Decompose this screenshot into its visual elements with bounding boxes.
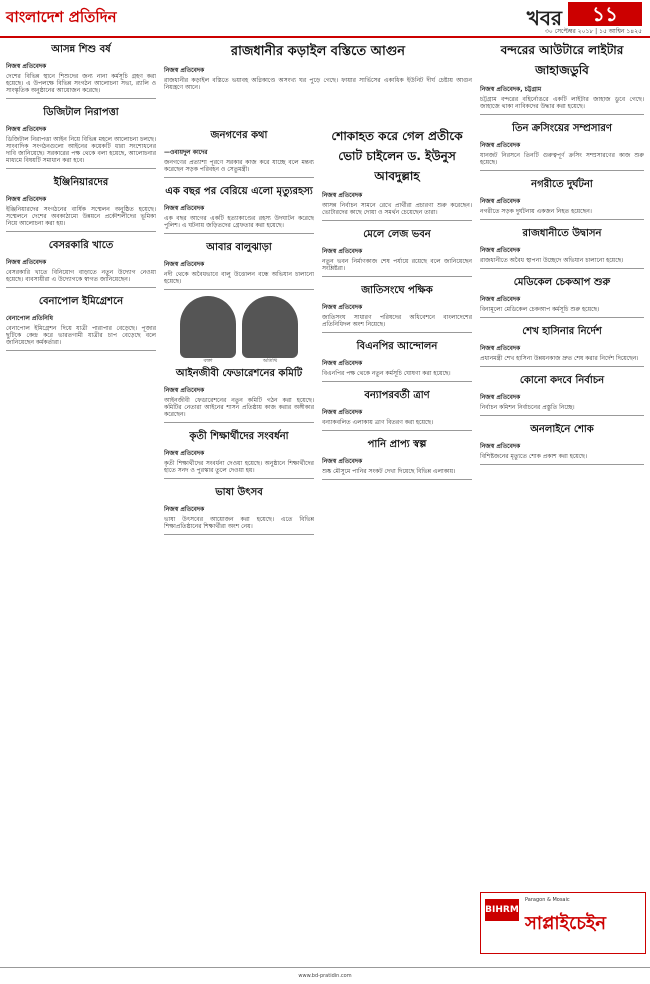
ad-logo: BIHRM: [485, 899, 519, 921]
article: [164, 240, 314, 290]
article-headline[interactable]: পানি প্রাপ্য স্বল্প: [367, 439, 427, 450]
dateline: ৩০ সেপ্টেম্বর ২০১৮ | ১৫ আশ্বিন ১৪২৫: [544, 28, 642, 35]
article-byline: নিজস্ব প্রতিবেদক: [6, 63, 47, 70]
page-number: ১১: [568, 2, 642, 26]
article: [480, 177, 644, 220]
divider: [480, 268, 644, 269]
article: [6, 294, 156, 351]
column-4: [480, 40, 644, 888]
article-body: কৃতী শিক্ষার্থীদের সংবর্ধনা দেওয়া হয়েছে। অনুষ্ঠানে শিক্ষার্থীদের হাতে সনদ ও পুরস্কার তুলে দেওয়া হয়।: [164, 460, 314, 474]
article-byline: নিজস্ব প্রতিবেদক: [480, 198, 521, 205]
article-body: নগরীতে সড়ক দুর্ঘটনায় একজন নিহত হয়েছেন।: [480, 208, 592, 215]
article: [480, 42, 644, 115]
article-body: প্রধানমন্ত্রী শেখ হাসিনা উন্নয়নকাজ দ্রুত শেষ করার নির্দেশ দিয়েছেন।: [480, 355, 639, 362]
divider: [480, 366, 644, 367]
article-body: বেনাপোল ইমিগ্রেশন দিয়ে যাত্রী পারাপার বেড়েছে। পূজার ছুটিকে কেন্দ্র করে ভারতগামী যাত্রীর চাপ বেড়েছে বলে জানিয়েছেন কর্মকর্তারা।: [6, 325, 156, 346]
article-body: এক বছর আগের একটি হত্যাকাণ্ডের রহস্য উদঘাটন করেছে পুলিশ। এ ঘটনায় জড়িতদের গ্রেফতার করা হয়েছে।: [164, 215, 314, 229]
article-headline[interactable]: বেনাপোল ইমিগ্রেশনে: [38, 296, 124, 307]
article-body: বিনামূল্যে মেডিকেল চেকআপ কর্মসূচি শুরু হয়েছে।: [480, 306, 600, 313]
article: [480, 121, 644, 171]
divider: [322, 430, 472, 431]
photo-caption: অতিথি: [262, 358, 278, 364]
article-body: শুষ্ক মৌসুমে পানির সংকট দেখা দিয়েছে বিভিন্ন এলাকায়।: [322, 468, 456, 475]
article: [164, 429, 314, 479]
article-byline: নিজস্ব প্রতিবেদক: [322, 248, 363, 255]
article-body: নতুন ভবন নির্মাণকাজ শেষ পর্যায়ে রয়েছে বলে জানিয়েছেন সংশ্লিষ্টরা।: [322, 258, 472, 272]
portrait-photo: [242, 296, 298, 358]
divider: [322, 276, 472, 277]
article: [322, 339, 472, 382]
divider: [322, 332, 472, 333]
article: [6, 175, 156, 232]
article-byline: নিজস্ব প্রতিবেদক: [480, 394, 521, 401]
article-headline[interactable]: জনগণের কথা: [210, 130, 268, 141]
article: [480, 373, 644, 416]
article-headline[interactable]: মেলে লেজ ভবন: [363, 229, 431, 240]
divider: [164, 233, 314, 234]
footer: www.bd-pratidin.com: [0, 967, 650, 984]
article-headline[interactable]: বিএনপির আন্দোলন: [356, 341, 438, 352]
article-body: রাজধানীতে অবৈধ স্থাপনা উচ্ছেদে অভিযান চালানো হয়েছে।: [480, 257, 624, 264]
divider: [322, 381, 472, 382]
article-byline: নিজস্ব প্রতিবেদক: [6, 126, 47, 133]
article-byline: নিজস্ব প্রতিবেদক: [480, 443, 521, 450]
article-headline[interactable]: আইনজীবী ফেডারেশনের কমিটি: [175, 368, 303, 379]
divider: [6, 168, 156, 169]
banner-byline: নিজস্ব প্রতিবেদক: [164, 67, 205, 74]
divider: [6, 98, 156, 99]
article-headline[interactable]: নগরীতে দুর্ঘটনা: [531, 179, 593, 190]
article-headline[interactable]: আবার বালুঝাড়া: [206, 242, 272, 253]
article-byline: —ওবায়দুল কাদের: [164, 149, 208, 156]
divider: [480, 464, 644, 465]
article: [164, 184, 314, 234]
article: [164, 366, 314, 423]
divider: [164, 177, 314, 178]
section-title: খবর: [526, 6, 562, 30]
article-body: যানজট নিরসনে তিনটি গুরুত্বপূর্ণ ক্রসিং সম্প্রসারণের কাজ শুরু হয়েছে।: [480, 152, 644, 166]
article-body: বিএনপির পক্ষ থেকে নতুন কর্মসূচি ঘোষণা করা হয়েছে।: [322, 370, 451, 377]
article-byline: নিজস্ব প্রতিবেদক: [322, 360, 363, 367]
article-body: ভাষা উৎসবের আয়োজন করা হয়েছে। এতে বিভিন্ন শিক্ষাপ্রতিষ্ঠানের শিক্ষার্থীরা অংশ নেয়।: [164, 516, 314, 530]
article-byline: নিজস্ব প্রতিবেদক: [480, 296, 521, 303]
article-headline[interactable]: ইঞ্জিনিয়ারদের: [53, 177, 109, 188]
article-headline[interactable]: আসন্ন শিশু বর্ষ: [51, 44, 111, 55]
divider: [480, 317, 644, 318]
article-byline: নিজস্ব প্রতিবেদক: [480, 142, 521, 149]
advertisement[interactable]: [480, 892, 646, 954]
column-3: [322, 126, 472, 926]
divider: [164, 478, 314, 479]
divider: [322, 220, 472, 221]
article-byline: নিজস্ব প্রতিবেদক: [322, 192, 363, 199]
article: [322, 437, 472, 480]
divider: [6, 287, 156, 288]
article: [480, 324, 644, 367]
article-body: নির্বাচন কমিশন নির্বাচনের প্রস্তুতি নিচ্ছে।: [480, 404, 575, 411]
ad-tagline: Paragon & Mosaic: [525, 897, 570, 903]
article-body: চট্টগ্রাম বন্দরের বহির্নোঙরে একটি লাইটার জাহাজ ডুবে গেছে। জাহাজে থাকা নাবিকদের উদ্ধার করা হয়েছে।: [480, 96, 644, 110]
column-2: [164, 126, 314, 926]
article: [480, 226, 644, 269]
article-byline: নিজস্ব প্রতিবেদক: [164, 506, 205, 513]
photo-caption: বক্তা: [203, 358, 213, 364]
article-body: বেসরকারি খাতে বিনিয়োগ বাড়াতে নতুন উদ্যোগ নেওয়া হয়েছে। ব্যবসায়ীরা এ উদ্যোগকে স্বাগত জানিয়েছেন।: [6, 269, 156, 283]
article-byline: বেনাপোল প্রতিনিধি: [6, 315, 53, 322]
brand-title: বাংলাদেশ প্রতিদিন: [6, 8, 117, 26]
article-body: নদী থেকে অবৈধভাবে বালু উত্তোলন বন্ধে অভিযান চালানো হয়েছে।: [164, 271, 314, 285]
article-body: ডিজিটাল নিরাপত্তা আইন নিয়ে বিভিন্ন মহলে আলোচনা চলছে। সাংবাদিক সংগঠনগুলো আইনের কয়েকটি ধারা সংশোধনের দাবি জানিয়েছে। সরকারের পক্ষ থেকে বলা হয়েছে, আলোচনার মাধ্যমে বিষয়টি সমাধান করা হবে।: [6, 136, 156, 164]
article-body: ইঞ্জিনিয়ারদের সংগঠনের বার্ষিক সম্মেলন অনুষ্ঠিত হয়েছে। সম্মেলনে দেশের অবকাঠামো উন্নয়নে প্রকৌশলীদের ভূমিকা নিয়ে আলোচনা করা হয়।: [6, 206, 156, 227]
divider: [164, 289, 314, 290]
article-byline: নিজস্ব প্রতিবেদক: [164, 450, 205, 457]
divider: [6, 350, 156, 351]
article: [6, 42, 156, 99]
divider: [480, 219, 644, 220]
article-headline[interactable]: রাজধানীতে উদ্বাসন: [522, 228, 602, 239]
divider: [164, 534, 314, 535]
article: [322, 128, 472, 221]
article-byline: নিজস্ব প্রতিবেদক: [322, 304, 363, 311]
article-byline: নিজস্ব প্রতিবেদক: [164, 205, 205, 212]
divider: [480, 114, 644, 115]
banner-story: [164, 40, 472, 91]
article-byline: নিজস্ব প্রতিবেদক: [6, 259, 47, 266]
article: [480, 275, 644, 318]
article: [480, 422, 644, 465]
article-byline: নিজস্ব প্রতিবেদক: [6, 196, 47, 203]
article-headline[interactable]: বন্যাপরবর্তী ত্রাণ: [364, 390, 430, 401]
article-headline[interactable]: ভাষা উৎসব: [215, 487, 263, 498]
divider: [322, 479, 472, 480]
article-byline: নিজস্ব প্রতিবেদক: [164, 261, 205, 268]
column-1: [6, 40, 156, 926]
article-byline: নিজস্ব প্রতিবেদক: [164, 387, 205, 394]
article-headline[interactable]: এক বছর পর বেরিয়ে এলো মৃত্যুরহস্য: [165, 186, 313, 197]
article-headline[interactable]: জাতিসংঘে পক্ষিক: [361, 285, 433, 296]
article-byline: নিজস্ব প্রতিবেদক: [480, 247, 521, 254]
article-headline[interactable]: শেখ হাসিনার নির্দেশ: [522, 326, 602, 337]
photo-pair: [169, 296, 309, 362]
article-body: বিশিষ্টজনের মৃত্যুতে শোক প্রকাশ করা হয়েছে।: [480, 453, 588, 460]
article-byline: নিজস্ব প্রতিবেদক, চট্টগ্রাম: [480, 86, 542, 93]
article-byline: নিজস্ব প্রতিবেদক: [480, 345, 521, 352]
article-body: আসন্ন নির্বাচন সামনে রেখে প্রার্থীরা প্রচারণা শুরু করেছেন। ভোটারদের কাছে দোয়া ও সমর্থন চেয়েছেন তারা।: [322, 202, 472, 216]
article-headline[interactable]: বন্দরের আউটারে লাইটার জাহাজডুবি: [500, 43, 624, 77]
divider: [6, 231, 156, 232]
article-headline[interactable]: বেসরকারি খাতে: [48, 240, 114, 251]
article-byline: নিজস্ব প্রতিবেদক: [322, 409, 363, 416]
article: [322, 283, 472, 333]
article-headline[interactable]: শোকাহত করে গেল প্রতীকে ভোট চাইলেন ড. ইউনুস আবদুল্লাহ: [331, 129, 463, 183]
article: [6, 105, 156, 169]
article: [6, 238, 156, 288]
portrait-photo: [180, 296, 236, 358]
ad-title: সাপ্লাইচেইন: [525, 913, 607, 934]
article-body: দেশের বিভিন্ন স্থানে শিশুদের জন্য নানা কর্মসূচি গ্রহণ করা হয়েছে। এ উপলক্ষে বিভিন্ন সংগঠন আলোচনা সভা, র‌্যালি ও সাংস্কৃতিক অনুষ্ঠানের আয়োজন করেছে।: [6, 73, 156, 94]
article: [322, 227, 472, 277]
article-body: বন্যাকবলিত এলাকায় ত্রাণ বিতরণ করা হয়েছে।: [322, 419, 434, 426]
article-headline[interactable]: অনলাইনে শোক: [530, 424, 594, 435]
article: [322, 388, 472, 431]
article-headline[interactable]: ডিজিটাল নিরাপত্তা: [43, 107, 119, 118]
article-body: জনগণের প্রত্যাশা পূরণে সরকার কাজ করে যাচ্ছে বলে মন্তব্য করেছেন সড়ক পরিবহন ও সেতুমন্ত্রী।: [164, 159, 314, 173]
article: [164, 485, 314, 535]
masthead: [0, 0, 650, 38]
banner-body: রাজধানীর কড়াইল বস্তিতে ভয়াবহ অগ্নিকাণ্ডে অসংখ্য ঘর পুড়ে গেছে। ফায়ার সার্ভিসের একাধিক ইউনিট দীর্ঘ চেষ্টায় আগুন নিয়ন্ত্রণে আনে।: [164, 77, 472, 91]
banner-headline: রাজধানীর কড়াইল বস্তিতে আগুন: [230, 44, 406, 59]
article: [164, 128, 314, 178]
divider: [480, 170, 644, 171]
article-headline[interactable]: কৃতী শিক্ষার্থীদের সংবর্ধনা: [189, 431, 289, 442]
article-headline[interactable]: কোনো কদবে নির্বাচন: [519, 375, 605, 386]
article-byline: নিজস্ব প্রতিবেদক: [322, 458, 363, 465]
divider: [480, 415, 644, 416]
article-headline[interactable]: মেডিকেল চেকআপ শুরু: [513, 277, 611, 288]
article-body: আইনজীবী ফেডারেশনের নতুন কমিটি গঠন করা হয়েছে। কমিটির নেতারা আইনের শাসন প্রতিষ্ঠায় কাজ করার অঙ্গীকার করেছেন।: [164, 397, 314, 418]
article-headline[interactable]: তিন ক্রসিংয়ের সম্প্রসারণ: [512, 123, 612, 134]
article-body: জাতিসংঘ সাধারণ পরিষদের অধিবেশনে বাংলাদেশের প্রতিনিধিদল অংশ নিয়েছে।: [322, 314, 472, 328]
divider: [164, 422, 314, 423]
